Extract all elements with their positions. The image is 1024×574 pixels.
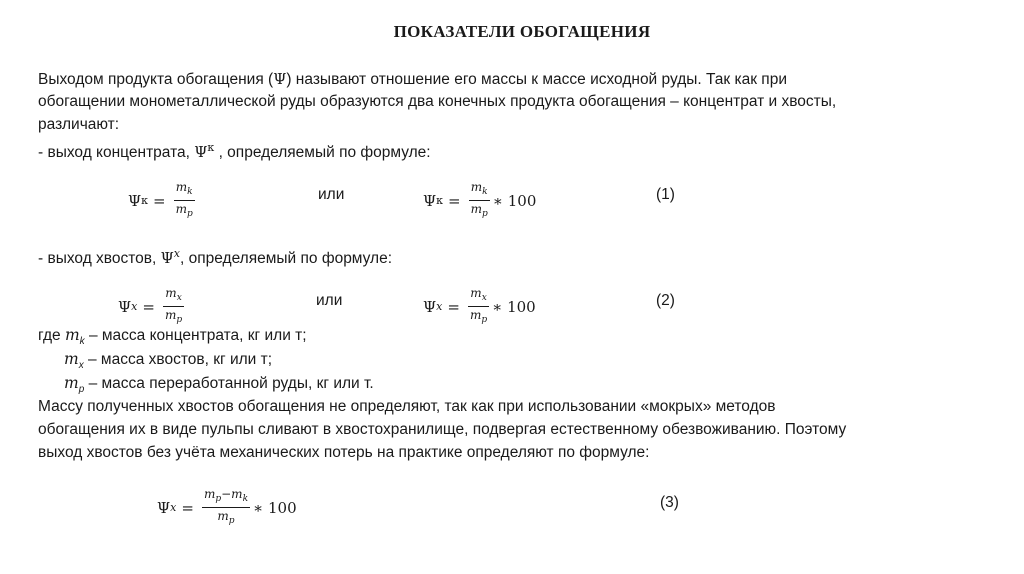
numerator: $m_x$ [163,286,183,307]
or-word: или [318,186,345,203]
denominator: $m_p$ [164,308,183,325]
equals-sign: = [448,191,461,210]
formula-1-right [423,180,536,221]
intro-line-1 [38,68,787,91]
mass-symbol: m [64,350,79,368]
psi-symbol: Ψ [194,143,208,161]
psi-symbol: Ψ [157,498,171,517]
denominator: $m_p$ [469,308,488,325]
psi-superscript: x [173,247,180,260]
fraction [202,487,250,528]
mass-symbol: m [64,326,80,344]
formula-number-1: (1) [656,186,675,203]
psi-superscript: к [207,141,215,154]
formula-number-2: (2) [656,292,675,309]
tails-text: - выход хвостов, [38,250,161,267]
intro-text: Выходом продукта обогащения ( [38,71,274,88]
outro-line-1: Массу полученных хвостов обогащения не определяют, так как при использовании «мокрых» методов [38,398,776,415]
concentrate-text: - выход концентрата, [38,144,195,161]
fraction [468,286,489,327]
formula-3 [157,487,297,528]
psi-symbol: Ψ [423,297,437,316]
where-text: – масса хвостов, кг или т; [83,351,273,368]
fraction [469,180,490,221]
fraction [174,180,195,221]
psi-symbol: Ψ [273,70,287,88]
denominator: $m_p$ [217,509,235,526]
concentrate-label [38,137,431,164]
formula-1-left [128,180,198,221]
psi-symbol: Ψ [423,191,437,210]
times-100: ∗ 100 [492,191,537,210]
psi-symbol: Ψ [128,191,142,210]
where-prefix: где [38,327,65,344]
psi-superscript: к [141,194,149,207]
equals-sign: = [447,297,460,316]
intro-line-2: обогащении монометаллической руды образуются два конечных продукта обогащения – концентрат и хвосты, [38,93,837,110]
intro-text: ) называют отношение его массы к массе исходной руды. Так как при [286,71,787,88]
psi-superscript: к [436,194,444,207]
equals-sign: = [142,297,155,316]
outro-line-3: выход хвостов без учёта механических потерь на практике определяют по формуле: [38,444,650,461]
denominator: $m_p$ [470,202,488,219]
times-100: ∗ 100 [492,297,536,316]
formula-2-left [118,286,187,327]
equals-sign: = [181,498,194,517]
fraction [163,286,184,327]
or-word: или [316,292,343,309]
mass-subscript: x [78,360,84,371]
numerator: $m_x$ [468,286,488,307]
psi-superscript: x [170,501,177,514]
concentrate-text: , определяемый по формуле: [214,144,431,161]
where-text: – масса концентрата, кг или т; [84,327,307,344]
tails-label [38,243,392,270]
times-100: ∗ 100 [253,498,297,517]
mass-subscript: p [78,384,85,395]
psi-superscript: x [436,300,443,313]
where-text: – масса переработанной руды, кг или т. [84,375,374,392]
numerator: $m_p-m_k$ [202,487,250,508]
mass-subscript: k [79,336,85,347]
numerator: $m_k$ [469,180,490,201]
page-title: ПОКАЗАТЕЛИ ОБОГАЩЕНИЯ [393,22,651,41]
psi-symbol: Ψ [160,249,174,267]
psi-symbol: Ψ [118,297,132,316]
formula-number-3: (3) [660,494,679,511]
psi-superscript: x [131,300,138,313]
equals-sign: = [153,191,166,210]
intro-line-3: различают: [38,116,120,133]
outro-line-2: обогащения их в виде пульпы сливают в хвостохранилище, подвергая естественному обезвоживанию. Поэтому [38,421,847,438]
denominator: $m_p$ [175,202,193,219]
formula-2-right [423,286,536,327]
numerator: $m_k$ [174,180,195,201]
tails-text: , определяемый по формуле: [180,250,393,267]
mass-symbol: m [64,374,79,392]
